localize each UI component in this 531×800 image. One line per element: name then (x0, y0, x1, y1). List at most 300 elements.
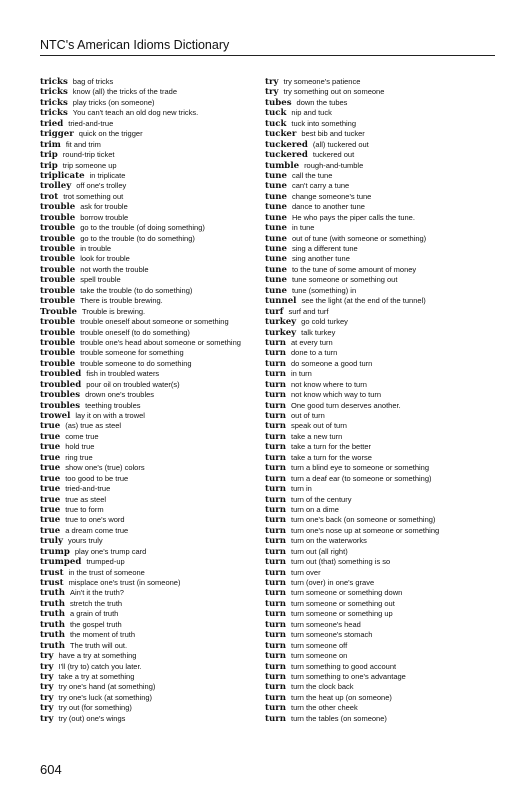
entry-keyword: truth (40, 619, 65, 630)
entry-keyword: trouble (40, 233, 76, 244)
index-entry (40, 547, 255, 557)
entry-keyword: truth (40, 609, 65, 620)
entry-keyword: turn (265, 463, 286, 474)
entry-keyword: turn (265, 525, 286, 536)
entry-keyword: turf (265, 306, 284, 317)
index-entry (40, 223, 255, 233)
index-entry (40, 286, 255, 296)
index-entry (40, 651, 255, 661)
index-entry (40, 213, 255, 223)
index-entry (40, 432, 255, 442)
index-entry (40, 463, 255, 473)
entry-keyword: true (40, 484, 61, 495)
entry-phrase: stretch the truth (69, 598, 123, 608)
index-entry (265, 557, 500, 567)
entry-keyword: tune (265, 254, 287, 265)
index-entry (40, 442, 255, 452)
entry-phrase: in turn (291, 369, 312, 379)
entry-phrase: tune (something) in (291, 285, 357, 295)
index-entry (40, 568, 255, 578)
entry-phrase: take a turn for the worse (291, 452, 372, 462)
index-entry (265, 526, 500, 536)
entry-keyword: tuck (265, 118, 287, 129)
entry-phrase: in the trust of someone (68, 567, 145, 577)
index-entry (265, 307, 500, 317)
entry-phrase: in tune (291, 223, 315, 233)
entry-phrase: spell trouble (80, 275, 121, 285)
entry-keyword: troubled (40, 379, 82, 390)
entry-keyword: Trouble (40, 306, 78, 317)
entry-phrase: try (out) one's wings (58, 713, 126, 723)
index-entry (265, 119, 500, 129)
entry-keyword: turn (265, 682, 286, 693)
entry-keyword: truly (40, 536, 64, 547)
entry-keyword: try (40, 661, 54, 672)
entry-keyword: turn (265, 473, 286, 484)
index-entry (40, 380, 255, 390)
entry-keyword: trouble (40, 327, 76, 338)
entry-phrase: borrow trouble (80, 212, 129, 222)
entry-phrase: trouble someone for something (80, 348, 184, 358)
entry-keyword: turn (265, 400, 286, 411)
index-entry (265, 609, 500, 619)
entry-phrase: have a try at something (58, 651, 137, 661)
entry-keyword: turn (265, 515, 286, 526)
entry-phrase: sing a different tune (291, 244, 358, 253)
entry-phrase: pour oil on troubled water(s) (86, 379, 180, 389)
left-column (40, 77, 255, 724)
index-entry (40, 108, 255, 118)
entry-keyword: tune (265, 275, 287, 286)
entry-phrase: to the tune of some amount of money (291, 264, 417, 274)
entry-phrase: (all) tuckered out (312, 139, 369, 149)
entry-phrase: quick on the trigger (78, 129, 143, 139)
entry-phrase: turn (over) in one's grave (291, 578, 375, 587)
entry-keyword: turn (265, 390, 286, 401)
entry-keyword: try (40, 651, 54, 662)
entry-phrase: know (all) the tricks of the trade (72, 87, 178, 97)
index-entry (265, 474, 500, 484)
index-entry (40, 484, 255, 494)
entry-keyword: try (265, 87, 279, 98)
index-entry (40, 161, 255, 171)
index-entry (265, 536, 500, 546)
entry-keyword: turn (265, 598, 286, 609)
entry-keyword: trust (40, 567, 64, 578)
entry-keyword: tricks (40, 87, 68, 98)
entry-phrase: trumped-up (86, 557, 125, 567)
entry-phrase: try someone's patience (283, 77, 361, 86)
entry-keyword: turn (265, 536, 286, 547)
entry-phrase: turn out (that) something is so (291, 557, 391, 567)
index-entry (40, 119, 255, 129)
entry-phrase: play tricks (on someone) (72, 97, 155, 107)
entry-keyword: turn (265, 442, 286, 453)
entry-phrase: trouble oneself (to do something) (80, 327, 190, 337)
index-entry (265, 578, 500, 588)
entry-phrase: try out (for something) (58, 703, 132, 713)
entry-phrase: not know where to turn (291, 379, 367, 389)
entry-keyword: tricks (40, 108, 68, 119)
index-entry (265, 348, 500, 358)
entry-keyword: trot (40, 191, 59, 202)
entry-phrase: turn on a dime (291, 504, 339, 514)
index-entry (265, 505, 500, 515)
index-entry (265, 390, 500, 400)
entry-phrase: out of tune (with someone or something) (291, 233, 427, 243)
entry-keyword: trouble (40, 223, 76, 234)
entry-keyword: turn (265, 619, 286, 630)
entry-phrase: tune someone or something out (291, 275, 398, 285)
index-entry (265, 599, 500, 609)
entry-phrase: take the trouble (to do something) (80, 285, 193, 295)
entry-phrase: look for trouble (80, 254, 130, 264)
index-entry (40, 693, 255, 703)
entry-keyword: tried (40, 118, 64, 129)
entry-phrase: in trouble (80, 244, 112, 253)
index-entry (265, 150, 500, 160)
entry-keyword: tune (265, 212, 287, 223)
index-entry (265, 202, 500, 212)
entry-phrase: try one's luck (at something) (58, 692, 153, 702)
entry-phrase: The truth will out. (69, 640, 128, 650)
entry-phrase: a grain of truth (69, 609, 119, 619)
index-entry (40, 505, 255, 515)
index-entry (40, 609, 255, 619)
entry-keyword: trump (40, 546, 70, 557)
index-entry (40, 401, 255, 411)
entry-keyword: tune (265, 223, 287, 234)
entry-keyword: turn (265, 411, 286, 421)
entry-phrase: turn over (291, 567, 321, 577)
entry-phrase: trip someone up (62, 160, 117, 170)
entry-phrase: fish in troubled waters (86, 369, 160, 379)
index-entry (40, 714, 255, 724)
entry-keyword: trip (40, 150, 58, 161)
entry-keyword: truth (40, 640, 65, 651)
entry-keyword: trouble (40, 212, 76, 223)
index-entry (40, 411, 255, 421)
index-entry (40, 474, 255, 484)
entry-phrase: too good to be true (65, 473, 129, 483)
index-entry (40, 536, 255, 546)
entry-keyword: turn (265, 609, 286, 620)
index-entry (265, 275, 500, 285)
entry-phrase: Trouble is brewing. (82, 306, 146, 316)
index-entry (265, 484, 500, 494)
entry-phrase: turn someone or something down (291, 588, 403, 598)
entry-phrase: turn on the waterworks (291, 536, 367, 546)
entry-keyword: try (40, 671, 54, 682)
entry-keyword: turn (265, 588, 286, 599)
index-entry (265, 181, 500, 191)
entry-phrase: true as steel (65, 494, 107, 504)
index-entry (40, 641, 255, 651)
entry-keyword: turn (265, 671, 286, 682)
entry-phrase: speak out of turn (291, 421, 347, 431)
entry-phrase: not know which way to turn (291, 390, 382, 400)
entry-phrase: true to one's word (65, 515, 125, 525)
entry-phrase: (as) true as steel (65, 421, 122, 431)
entry-phrase: dance to another tune (291, 202, 365, 212)
index-entry (40, 307, 255, 317)
index-entry (40, 672, 255, 682)
entry-keyword: tune (265, 233, 287, 244)
entry-keyword: turn (265, 546, 286, 557)
entry-keyword: turn (265, 452, 286, 463)
index-entry (265, 672, 500, 682)
entry-phrase: turn a blind eye to someone or something (291, 463, 429, 473)
index-entry (40, 234, 255, 244)
entry-keyword: turn (265, 578, 286, 588)
entry-phrase: see the light (at the end of the tunnel) (301, 296, 426, 306)
entry-keyword: trigger (40, 129, 74, 140)
entry-keyword: trouble (40, 337, 76, 348)
entry-keyword: tune (265, 244, 287, 254)
entry-keyword: tumble (265, 160, 300, 171)
index-entry (265, 338, 500, 348)
entry-keyword: turn (265, 651, 286, 662)
entry-phrase: trouble one's head about someone or something (80, 337, 241, 347)
entry-keyword: true (40, 494, 61, 505)
index-entry (265, 161, 500, 171)
entry-phrase: turn something to good account (291, 661, 397, 671)
entry-keyword: true (40, 463, 61, 474)
index-entry (40, 682, 255, 692)
entry-keyword: tricks (40, 77, 68, 87)
entry-phrase: take a new turn (291, 431, 343, 441)
index-entry (265, 411, 500, 421)
entry-phrase: turn a deaf ear (to someone or something) (291, 473, 432, 483)
index-entry (40, 599, 255, 609)
entry-keyword: turn (265, 358, 286, 369)
index-entry (40, 140, 255, 150)
index-entry (40, 317, 255, 327)
index-entry (40, 526, 255, 536)
entry-keyword: turn (265, 713, 286, 724)
entry-phrase: best bib and tucker (301, 129, 365, 139)
index-entry (265, 515, 500, 525)
entry-keyword: truth (40, 588, 65, 599)
entry-keyword: turn (265, 421, 286, 432)
entry-keyword: trolley (40, 181, 72, 192)
entry-phrase: trouble someone to do something (80, 358, 192, 368)
index-entry (265, 328, 500, 338)
entry-keyword: tune (265, 170, 287, 181)
entry-phrase: tuckered out (312, 150, 355, 160)
entry-phrase: lay it on with a trowel (75, 411, 145, 420)
entry-phrase: out of turn (291, 411, 325, 420)
index-entry (40, 515, 255, 525)
index-entry (40, 662, 255, 672)
index-entry (265, 442, 500, 452)
index-entry (265, 77, 500, 87)
entry-keyword: trust (40, 578, 64, 588)
index-entry (40, 244, 255, 254)
entry-phrase: bag of tricks (72, 77, 114, 86)
entry-phrase: a dream come true (65, 525, 129, 535)
entry-keyword: try (40, 713, 54, 724)
entry-phrase: turn someone or something up (291, 609, 393, 619)
entry-phrase: One good turn deserves another. (291, 400, 401, 410)
entry-phrase: yours truly (68, 536, 103, 546)
entry-phrase: Ain't it the truth? (69, 588, 124, 598)
entry-keyword: true (40, 442, 61, 453)
entry-phrase: turn the clock back (291, 682, 354, 692)
index-entry (265, 213, 500, 223)
entry-keyword: turn (265, 557, 286, 568)
index-entry (40, 348, 255, 358)
entry-keyword: turn (265, 369, 286, 380)
entry-keyword: true (40, 525, 61, 536)
entry-phrase: turn something to one's advantage (291, 671, 406, 681)
index-entry (40, 296, 255, 306)
entry-phrase: try something out on someone (283, 87, 385, 97)
entry-phrase: down the tubes (296, 97, 348, 107)
entry-keyword: turkey (265, 317, 297, 328)
entry-keyword: tuckered (265, 139, 308, 150)
entry-keyword: turn (265, 630, 286, 641)
entry-keyword: tune (265, 285, 287, 296)
entry-keyword: turn (265, 703, 286, 714)
entry-phrase: turn one's back (on someone or something) (291, 515, 436, 525)
index-entry (265, 641, 500, 651)
entry-keyword: trouble (40, 348, 76, 359)
index-entry (265, 359, 500, 369)
running-header (40, 38, 495, 56)
entry-phrase: turn the other cheek (291, 703, 358, 713)
entry-phrase: turn someone on (291, 651, 348, 661)
index-entry (265, 98, 500, 108)
index-entry (265, 192, 500, 202)
entry-phrase: There is trouble brewing. (80, 296, 163, 306)
entry-phrase: come true (65, 431, 99, 441)
entry-phrase: trot something out (63, 191, 124, 201)
index-entry (265, 265, 500, 275)
entry-phrase: rough-and-tumble (304, 160, 364, 170)
entry-keyword: tucker (265, 129, 297, 140)
index-entry (40, 390, 255, 400)
index-entry (40, 620, 255, 630)
index-entry (265, 140, 500, 150)
entry-phrase: tuck into something (291, 118, 357, 128)
entry-keyword: turn (265, 661, 286, 672)
entry-keyword: trouble (40, 202, 76, 213)
index-entry (265, 380, 500, 390)
entry-phrase: turn the heat up (on someone) (291, 692, 392, 702)
entry-keyword: turn (265, 567, 286, 578)
entry-phrase: You can't teach an old dog new tricks. (72, 108, 199, 118)
entry-keyword: tuckered (265, 150, 308, 161)
index-entry (265, 286, 500, 296)
entry-keyword: true (40, 421, 61, 432)
index-entry (40, 181, 255, 191)
index-entry (265, 369, 500, 379)
entry-keyword: trim (40, 139, 61, 150)
entry-phrase: show one's (true) colors (65, 463, 145, 473)
entry-keyword: turn (265, 504, 286, 515)
index-entry (40, 98, 255, 108)
entry-phrase: fit and trim (65, 139, 101, 149)
index-entry (265, 171, 500, 181)
index-entry (265, 108, 500, 118)
index-entry (40, 338, 255, 348)
index-entry (265, 588, 500, 598)
index-entry (40, 265, 255, 275)
entry-phrase: not worth the trouble (80, 264, 149, 274)
entry-phrase: He who pays the piper calls the tune. (291, 212, 415, 222)
entry-keyword: true (40, 452, 61, 463)
entry-keyword: try (40, 703, 54, 714)
index-entry (265, 463, 500, 473)
entry-keyword: turn (265, 692, 286, 703)
index-entry (265, 703, 500, 713)
page-number: 604 (40, 762, 62, 777)
index-columns (40, 77, 500, 724)
entry-phrase: the moment of truth (69, 630, 136, 640)
book-title: NTC's American Idioms Dictionary (40, 38, 230, 52)
entry-keyword: try (40, 682, 54, 693)
entry-keyword: trowel (40, 411, 71, 421)
index-entry (40, 359, 255, 369)
index-entry (265, 296, 500, 306)
entry-phrase: turn out (all right) (291, 546, 348, 556)
entry-keyword: tune (265, 191, 287, 202)
entry-keyword: turn (265, 337, 286, 348)
index-entry (265, 432, 500, 442)
index-entry (40, 129, 255, 139)
index-entry (40, 421, 255, 431)
entry-keyword: turn (265, 431, 286, 442)
entry-phrase: sing another tune (291, 254, 350, 264)
entry-phrase: turn someone off (291, 640, 348, 650)
index-entry (265, 630, 500, 640)
entry-keyword: truth (40, 630, 65, 641)
entry-phrase: take a turn for the better (291, 442, 372, 452)
index-entry (40, 150, 255, 160)
index-entry (40, 202, 255, 212)
index-entry (265, 223, 500, 233)
index-entry (40, 630, 255, 640)
index-entry (40, 328, 255, 338)
entry-phrase: ring true (65, 452, 93, 462)
entry-phrase: play one's trump card (74, 546, 147, 556)
entry-keyword: trouble (40, 285, 76, 296)
index-entry (265, 714, 500, 724)
entry-keyword: troubles (40, 400, 81, 411)
entry-phrase: turn someone or something out (291, 598, 395, 608)
entry-keyword: trouble (40, 296, 76, 307)
entry-keyword: trouble (40, 254, 76, 265)
entry-phrase: ask for trouble (80, 202, 128, 212)
entry-phrase: go cold turkey (301, 317, 348, 327)
index-entry (265, 421, 500, 431)
entry-keyword: trouble (40, 358, 76, 369)
entry-keyword: triplicate (40, 170, 85, 181)
index-entry (265, 254, 500, 264)
index-entry (265, 401, 500, 411)
entry-phrase: talk turkey (301, 327, 336, 337)
entry-phrase: teething troubles (85, 400, 141, 410)
entry-phrase: done to a turn (291, 348, 338, 358)
entry-keyword: tune (265, 181, 287, 192)
entry-phrase: at every turn (291, 337, 333, 347)
entry-keyword: trouble (40, 317, 76, 328)
entry-phrase: turn one's nose up at someone or something (291, 525, 440, 535)
index-entry (265, 547, 500, 557)
entry-phrase: the gospel truth (69, 619, 122, 629)
entry-phrase: turn the tables (on someone) (291, 713, 387, 723)
